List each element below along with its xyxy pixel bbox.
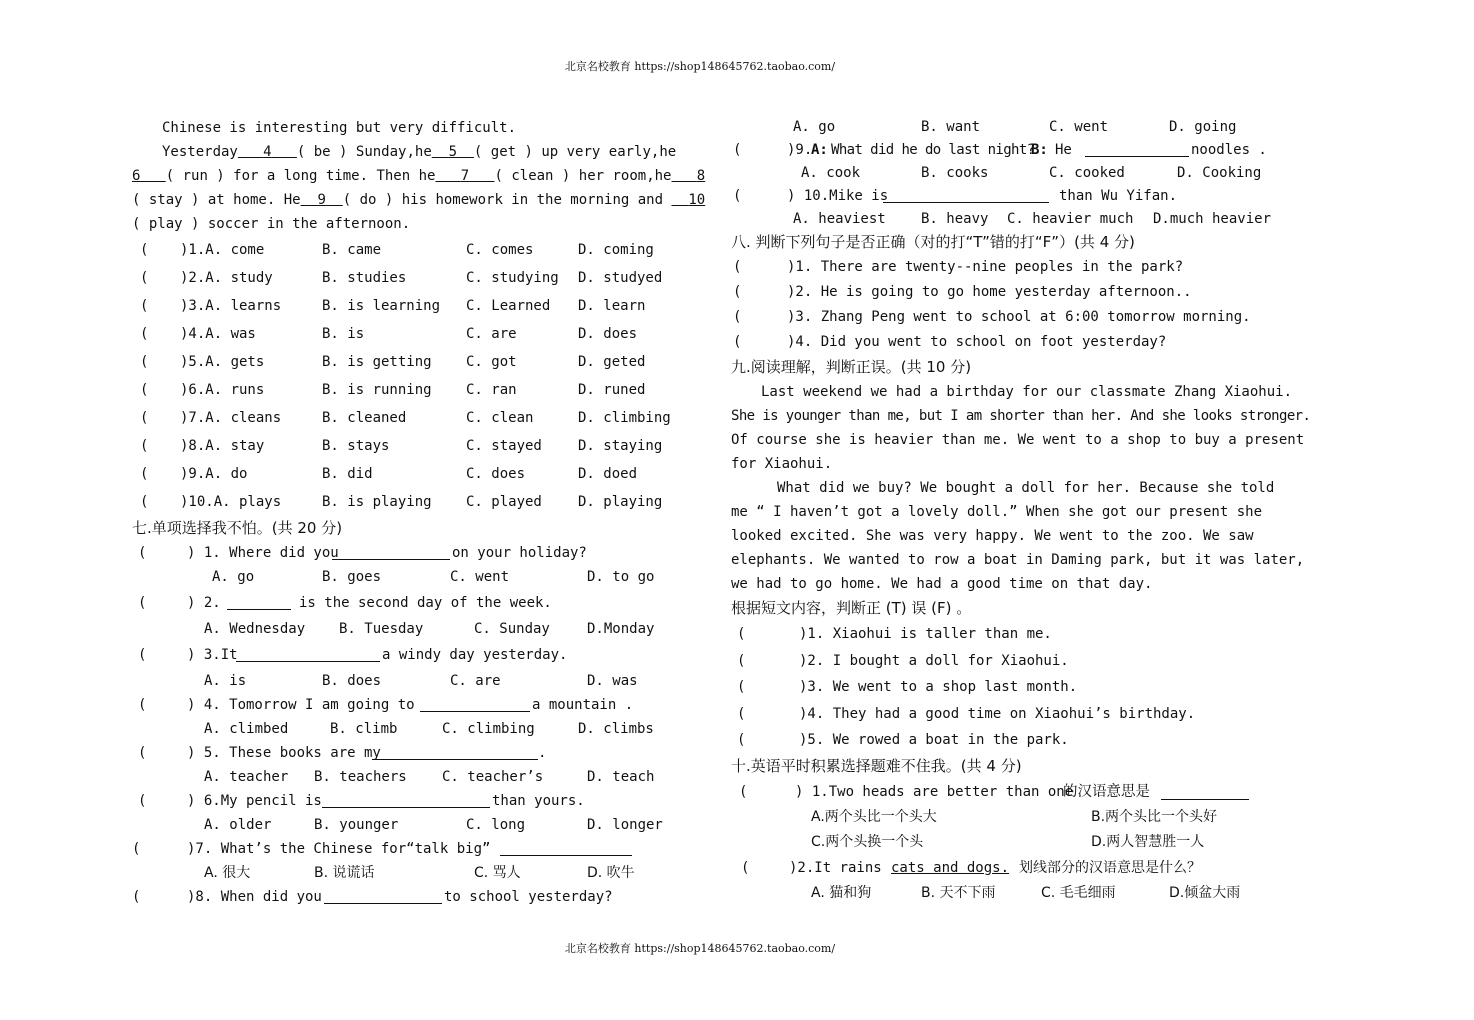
option: B. is learning: [322, 298, 441, 314]
answer-paren[interactable]: (: [140, 354, 149, 370]
question-7-6: ( ) 6.My pencil is than yours.: [138, 793, 585, 809]
statement: )2. He is going to go home yesterday afternoon..: [787, 284, 1192, 300]
answer-blank[interactable]: [324, 887, 442, 904]
section-7-title: 七.单项选择我不怕。(共 20 分): [132, 519, 343, 537]
option: )7.A. cleans: [180, 410, 282, 426]
statement: )1. There are twenty--nine peoples in the park?: [787, 259, 1184, 275]
option: D. learn: [578, 298, 646, 314]
option: C. are: [466, 326, 517, 342]
passage-line: She is younger than me, but I am shorter than her. And she looks stronger.: [731, 408, 1311, 424]
option: )8.A. stay: [180, 438, 265, 454]
answer-blank[interactable]: [322, 791, 490, 808]
answer-paren[interactable]: (: [140, 270, 149, 286]
blank-8: 8: [696, 168, 706, 184]
options-7-7: A. 很大 B. 说谎话 C. 骂人 D. 吹牛: [204, 865, 635, 881]
statement: )3. We went to a shop last month.: [799, 679, 1078, 696]
answer-paren[interactable]: (: [737, 679, 746, 696]
judgement-item: [731, 255, 1271, 280]
question-10-1: ( ) 1.Two heads are better than one 的汉语意思是: [731, 779, 1271, 805]
passage-line: 6 ( run ) for a long time. Then he 7 ( clean ) her room,he 8: [132, 168, 706, 184]
section-10-title: 十.英语平时积累选择题难不住我。(共 4 分): [731, 756, 1022, 775]
options-10-1b: C.两个头换一个头 D.两人智慧胜一人: [811, 833, 1205, 850]
cloze-row: [132, 264, 672, 292]
options-7-9: A. cook B. cooks C. cooked D. Cooking: [801, 165, 1262, 181]
passage-line: What did we buy? We bought a doll for her. Because she told: [777, 480, 1275, 496]
question-7-2: ( ) 2. is the second day of the week.: [138, 595, 552, 611]
question-7-7: ( )7. What’s the Chinese for“talk big”: [132, 837, 672, 861]
answer-blank[interactable]: [236, 645, 380, 662]
options-7-10: A. heaviest B. heavy C. heavier much D.much heavier: [793, 211, 1272, 227]
cloze-row: [132, 460, 672, 488]
answer-paren[interactable]: (: [140, 438, 149, 454]
option: D. runed: [578, 382, 646, 398]
passage-line: me “ I haven’t got a lovely doll.” When she got our present she: [731, 504, 1263, 520]
option: C. Learned: [466, 298, 551, 314]
blank-5: 5: [448, 144, 458, 160]
question-10-2: ( )2.It rains cats and dogs. 划线部分的汉语意思是什么？: [741, 859, 1201, 876]
option: C. does: [466, 466, 526, 482]
answer-paren[interactable]: (: [140, 410, 149, 426]
page-footer: 北京名校教育 https://shop148645762.taobao.com/: [564, 942, 836, 955]
passage-line: Chinese is interesting but very difficult.: [162, 120, 517, 136]
answer-paren[interactable]: (: [733, 259, 742, 275]
answer-paren[interactable]: (: [140, 466, 149, 482]
statement: )2. I bought a doll for Xiaohui.: [799, 652, 1069, 669]
section-8-items: [731, 255, 1271, 355]
judgement-item: [731, 280, 1271, 305]
option: B. is: [322, 326, 365, 342]
reading-passage: [731, 380, 1311, 596]
option: D. geted: [578, 354, 646, 370]
judgement-item: [731, 674, 1271, 701]
option: C. comes: [466, 242, 534, 258]
answer-paren[interactable]: (: [737, 705, 746, 722]
section-9-items: [731, 621, 1271, 754]
answer-paren[interactable]: (: [737, 652, 746, 669]
answer-paren[interactable]: (: [140, 298, 149, 314]
judgement-item: [731, 330, 1271, 355]
options-10-1a: A.两个头比一个头大 B.两个头比一个头好: [811, 808, 1218, 825]
judgement-item: [731, 648, 1271, 675]
passage-line: for Xiaohui.: [731, 456, 833, 472]
statement: )4. They had a good time on Xiaohui’s birthday.: [799, 705, 1196, 722]
options-7-6: A. older B. younger C. long D. longer: [204, 817, 663, 833]
judgement-item: [731, 701, 1271, 728]
answer-paren[interactable]: (: [140, 242, 149, 258]
cloze-row: [132, 292, 672, 320]
cloze-row: [132, 348, 672, 376]
answer-blank[interactable]: [227, 593, 291, 610]
option: D. playing: [578, 494, 663, 510]
option: D. staying: [578, 438, 663, 454]
section-8-title: 八. 判断下列句子是否正确（对的打“T”错的打“F”）(共 4 分): [731, 233, 1135, 251]
passage-line: Last weekend we had a birthday for our classmate Zhang Xiaohui.: [761, 384, 1293, 400]
blank-9: 9: [317, 192, 326, 208]
option: C. got: [466, 354, 517, 370]
passage-line: ( stay ) at home. He 9 ( do ) his homework in the morning and 10: [132, 192, 706, 208]
answer-paren[interactable]: (: [140, 494, 149, 510]
option: B. came: [322, 242, 382, 258]
page-header: 北京名校教育 https://shop148645762.taobao.com/: [564, 60, 836, 73]
option: )6.A. runs: [180, 382, 265, 398]
statement: )3. Zhang Peng went to school at 6:00 tomorrow morning.: [787, 309, 1251, 325]
judgement-item: [731, 621, 1271, 648]
question-7-4: ( ) 4. Tomorrow I am going to a mountain .: [138, 697, 634, 713]
option: C. stayed: [466, 438, 542, 454]
options-7-2: A. Wednesday B. Tuesday C. Sunday D.Monday: [204, 621, 655, 637]
section-9-title: 九.阅读理解，判断正误。(共 10 分): [731, 358, 972, 376]
option: )4.A. was: [180, 326, 256, 342]
question-7-1: ( ) 1. Where did you on your holiday?: [138, 545, 587, 561]
passage-line: elephants. We wanted to row a boat in Daming park, but it was later,: [731, 552, 1305, 568]
options-10-2: A. 猫和狗 B. 天不下雨 C. 毛毛细雨 D.倾盆大雨: [811, 884, 1241, 901]
blank-6: 6: [132, 168, 141, 184]
left-column: [132, 116, 706, 909]
option: C. played: [466, 494, 542, 510]
passage-line: Yesterday 4 ( be ) Sunday,he 5 ( get ) up very early,he: [162, 144, 677, 160]
answer-paren[interactable]: (: [733, 309, 742, 325]
options-7-3: A. is B. does C. are D. was: [204, 673, 638, 689]
answer-paren[interactable]: (: [140, 382, 149, 398]
question-7-3: ( ) 3.It a windy day yesterday.: [138, 647, 568, 663]
passage-line: Of course she is heavier than me. We went to a shop to buy a present: [731, 432, 1305, 448]
option: )2.A. study: [180, 270, 273, 286]
option: D. coming: [578, 242, 654, 258]
options-7-5: A. teacher B. teachers C. teacher’s D. teach: [204, 769, 655, 785]
option: D. studyed: [578, 270, 663, 286]
answer-blank[interactable]: [1085, 140, 1189, 157]
passage-line: looked excited. She was very happy. We went to the zoo. We saw: [731, 528, 1254, 544]
option: B. studies: [322, 270, 407, 286]
options-7-4: A. climbed B. climb C. climbing D. climbs: [204, 721, 654, 737]
cloze-row: [132, 432, 672, 460]
answer-paren[interactable]: (: [737, 732, 746, 749]
option: )9.A. do: [180, 466, 248, 482]
option: )3.A. learns: [180, 298, 282, 314]
option: B. is playing: [322, 494, 432, 510]
answer-blank[interactable]: [500, 839, 632, 856]
cloze-row: [132, 404, 672, 432]
blank-7: 7: [460, 168, 470, 184]
cloze-row: [132, 320, 672, 348]
answer-blank[interactable]: [883, 186, 1049, 203]
blank-10: 10: [688, 192, 706, 208]
cloze-row: [132, 488, 672, 516]
option: )10.A. plays: [180, 494, 282, 510]
judgement-item: [731, 727, 1271, 754]
right-column: [731, 116, 1311, 906]
option: B. is getting: [322, 354, 432, 370]
option: D. doed: [578, 466, 638, 482]
options-7-1: A. go B. goes C. went D. to go: [212, 569, 655, 585]
answer-blank[interactable]: [332, 543, 450, 560]
question-7-5: ( ) 5. These books are my .: [138, 745, 547, 761]
options-7-8: A. go B. want C. went D. going: [793, 119, 1237, 135]
answer-paren[interactable]: (: [733, 334, 742, 350]
option: B. stays: [322, 438, 390, 454]
answer-paren[interactable]: (: [733, 284, 742, 300]
option: )5.A. gets: [180, 354, 265, 370]
option: B. cleaned: [322, 410, 407, 426]
question-7-9: ( )9. A: What did he do last night? B: He noodles .: [733, 142, 1267, 158]
question-7-8: ( )8. When did you to school yesterday?: [132, 889, 613, 905]
answer-blank[interactable]: [1161, 783, 1249, 800]
option: C. ran: [466, 382, 517, 398]
statement: )4. Did you went to school on foot yesterday?: [787, 334, 1167, 350]
answer-blank[interactable]: [372, 743, 538, 760]
option: D. climbing: [578, 410, 671, 426]
statement: )5. We rowed a boat in the park.: [799, 732, 1069, 749]
question-7-10: ( ) 10.Mike is than Wu Yifan.: [733, 188, 1178, 204]
option: B. is running: [322, 382, 432, 398]
option: C. studying: [466, 270, 559, 286]
option: )1.A. come: [180, 242, 265, 258]
option: B. did: [322, 466, 373, 482]
option: D. does: [578, 326, 638, 342]
passage-line: ( play ) soccer in the afternoon.: [132, 216, 411, 232]
blank-4: 4: [263, 144, 272, 160]
cloze-options: [132, 236, 672, 516]
answer-paren[interactable]: (: [737, 626, 746, 642]
statement: )1. Xiaohui is taller than me.: [799, 626, 1052, 642]
answer-paren[interactable]: (: [140, 326, 149, 342]
option: C. clean: [466, 410, 534, 426]
cloze-row: [132, 376, 672, 404]
judgement-item: [731, 305, 1271, 330]
passage-line: we had to go home. We had a good time on that day.: [731, 576, 1153, 592]
cloze-row: [132, 236, 672, 264]
section-9-instruction: 根据短文内容，判断正 (T) 误 (F) 。: [731, 599, 972, 617]
answer-blank[interactable]: [420, 695, 530, 712]
